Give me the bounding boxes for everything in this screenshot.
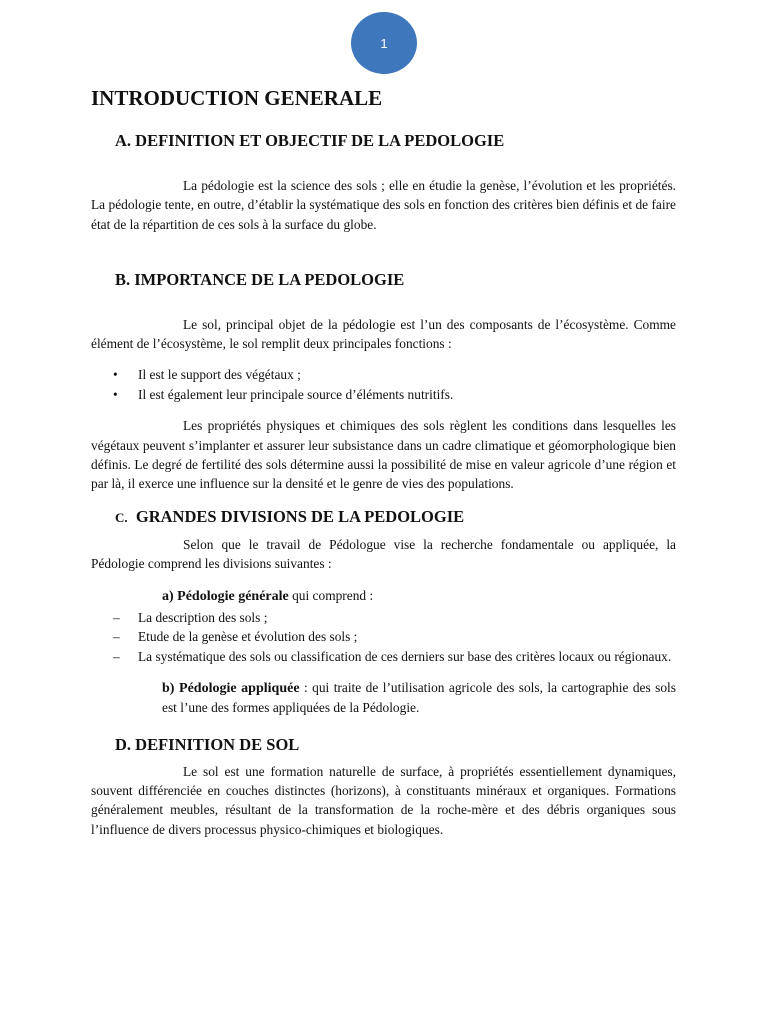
section-c-letter: C. <box>115 509 128 525</box>
section-d-paragraph: Le sol est une formation naturelle de surface, à propriétés essentiellement dynamiques, souvent différenciée en couches distinctes (horizons), à constituants minéraux et organiques. Formations généralement meubles, résultant de la transformation de la roche-mère et des débris organiques sous l’influence de divers processus physico-chimiques et biologiques. <box>91 763 676 837</box>
section-c-dash-list <box>91 608 676 667</box>
section-a-heading: A. DEFINITION ET OBJECTIF DE LA PEDOLOGIE <box>115 131 505 150</box>
section-a-paragraph: La pédologie est la science des sols ; elle en étudie la genèse, l’évolution et les propriétés. La pédologie tente, en outre, d’établir la systématique des sols en fonction des critères bien définis et de faire état de la répartition de ces sols à la surface du globe. <box>91 178 676 232</box>
section-c-heading <box>91 506 676 529</box>
list-item: • Il est également leur principale source d’éléments nutritifs. <box>91 385 676 405</box>
list-item: • Il est le support des végétaux ; <box>91 365 676 385</box>
subdivision-b-label: b) Pédologie appliquée <box>162 681 300 697</box>
subdivision-a <box>91 586 676 606</box>
subdivision-a-text: qui comprend : <box>288 588 374 604</box>
section-b-bullet-list <box>91 365 676 404</box>
section-d-heading: D. DEFINITION DE SOL <box>115 734 300 754</box>
section-b-paragraph-1: Le sol, principal objet de la pédologie est l’un des composants de l’écosystème. Comme élément de l’écosystème, le sol remplit deux principales fonctions : <box>91 316 676 352</box>
document-title: INTRODUCTION GENERALE <box>91 86 383 110</box>
section-c-paragraph: Selon que le travail de Pédologue vise la recherche fondamentale ou appliquée, la Pédologie comprend les divisions suivantes : <box>91 536 676 571</box>
subdivision-b-text: : qui traite de l’utilisation agricole des sols, la cartographie des sols est l’une des formes appliquées de la Pédologie. <box>162 680 676 716</box>
list-item: – La systématique des sols ou classification de ces derniers sur base des critères locaux ou régionaux. <box>91 647 676 667</box>
list-item: – Etude de la genèse et évolution des sols ; <box>91 627 676 647</box>
section-b-heading: B. IMPORTANCE DE LA PEDOLOGIE <box>115 269 405 289</box>
document-body <box>91 84 676 839</box>
section-b-paragraph-2: Les propriétés physiques et chimiques des sols règlent les conditions dans lesquelles les végétaux peuvent s’implanter et assurer leur subsistance dans un cadre climatique et géomorphologique bien définis. Le degré de fertilité des sols détermine aussi la possibilité de mise en valeur agricole d’une région et par là, il exerce une influence sur la densité et le genre de vies des populations. <box>91 418 676 492</box>
subdivision-b <box>91 678 676 718</box>
list-item: – La description des sols ; <box>91 608 676 628</box>
subdivision-a-label: a) Pédologie générale <box>162 589 289 605</box>
section-c-title: GRANDES DIVISIONS DE LA PEDOLOGIE <box>135 506 465 526</box>
page-number-badge: 1 <box>351 12 417 74</box>
